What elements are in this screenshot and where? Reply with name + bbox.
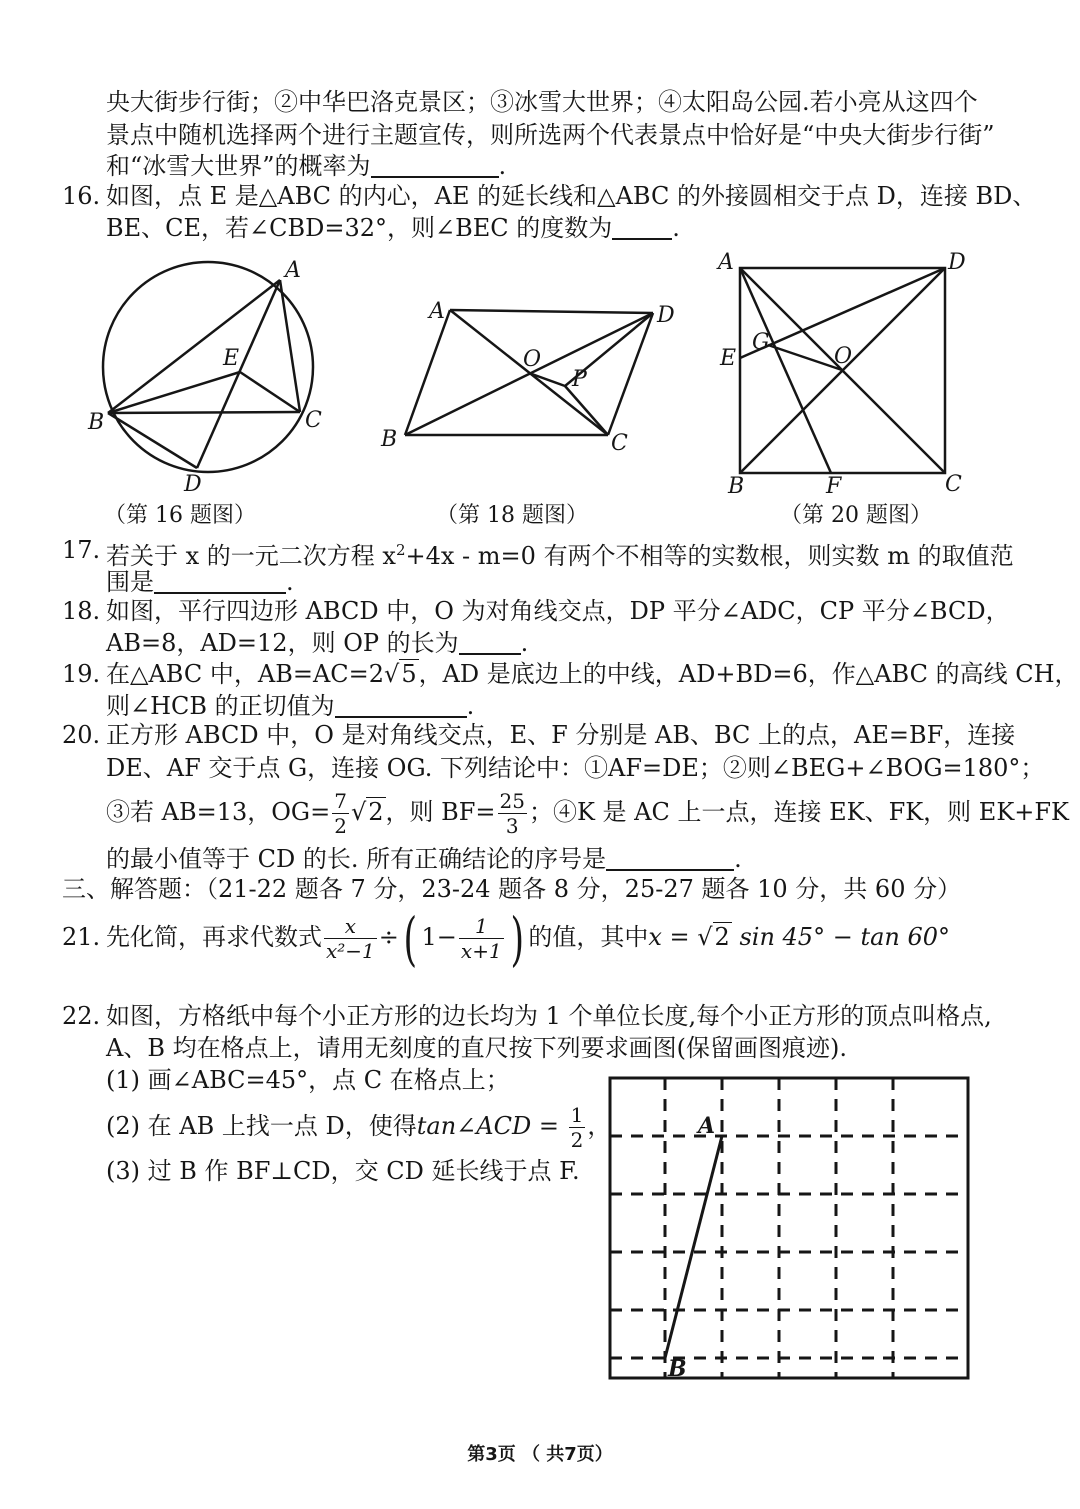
right-paren: ) xyxy=(510,904,524,973)
label-E: E xyxy=(223,346,240,371)
label-O: O xyxy=(523,347,542,372)
label-C: C xyxy=(611,431,628,456)
label-D: D xyxy=(948,250,966,275)
fraction-numerator: 1 xyxy=(459,916,504,939)
fraction-denominator: 2 xyxy=(334,814,347,838)
one-minus: 1− xyxy=(421,923,457,951)
q22-item1: (1) 画∠ABC=45°，点 C 在格点上； xyxy=(106,1066,510,1094)
q22-item2-text: (2) 在 AB 上找一点 D，使得 xyxy=(106,1112,417,1140)
q17-line2: 围是 . xyxy=(106,568,294,596)
q15-line3-text: 和“冰雪大世界”的概率为 xyxy=(106,152,371,180)
q17-number: 17. xyxy=(62,536,101,564)
fraction-numerator: 7 xyxy=(334,789,347,813)
q16-line2-text: BE、CE，若∠CBD=32°，则∠BEC 的度数为 xyxy=(106,214,613,242)
fraction-numerator: 25 xyxy=(499,789,525,813)
fraction-denominator: x+1 xyxy=(460,939,502,963)
q19-line2-text: 则∠HCB 的正切值为 xyxy=(106,692,335,720)
sqrt-sign: √ xyxy=(697,923,713,951)
fraction-seven-halves xyxy=(332,791,349,836)
q19-sqrt-value: 5 xyxy=(401,660,417,688)
caption-fig16: （第 16 题图） xyxy=(104,503,256,528)
fraction-denominator: 2 xyxy=(570,1128,584,1152)
section-3-heading: 三、解答题：（21-22 题各 7 分，23-24 题各 8 分，25-27 题各 10 分，共 60 分） xyxy=(62,875,962,903)
q22-equals: = xyxy=(531,1112,567,1140)
q20-text-b: ，则 BF= xyxy=(385,798,496,826)
q22-comma: ， xyxy=(587,1112,612,1140)
q19-number: 19. xyxy=(62,660,101,688)
segment-AB xyxy=(665,1136,722,1358)
label-C: C xyxy=(945,472,962,497)
q21-text-a: 先化简，再求代数式 xyxy=(106,923,322,951)
q22-number: 22. xyxy=(62,1002,101,1030)
q17-text-b: +4x - m=0 有两个不相等的实数根，则实数 m 的取值范 xyxy=(405,542,1014,570)
q20-text-c: ；④K 是 AC 上一点，连接 EK、FK，则 EK+FK xyxy=(529,798,1069,826)
q16-line1: 如图，点 E 是△ABC 的内心，AE 的延长线和△ABC 的外接圆相交于点 D，连接 BD、 xyxy=(106,182,1037,210)
q18-line2: AB=8，AD=12，则 OP 的长为 . xyxy=(106,629,529,657)
figure-20 xyxy=(710,245,975,500)
answer-blank xyxy=(606,845,734,871)
q22-item2 xyxy=(106,1104,611,1150)
q22-line2: A、B 均在格点上，请用无刻度的直尺按下列要求画图(保留画图痕迹). xyxy=(106,1034,847,1062)
q21-expression xyxy=(106,904,951,973)
q20-line4-text: 的最小值等于 CD 的长. 所有正确结论的序号是 xyxy=(106,845,607,873)
divide-sign: ÷ xyxy=(378,923,399,951)
fraction-25-thirds xyxy=(498,791,527,836)
q20-line2: DE、AF 交于点 G，连接 OG. 下列结论中：①AF=DE；②则∠BEG+∠BOG=180°； xyxy=(106,754,1045,782)
fraction-numerator: 1 xyxy=(570,1103,584,1127)
label-F: F xyxy=(826,474,842,499)
fraction-x-over-x2-minus-1 xyxy=(324,916,377,961)
q20-text-a: ③若 AB=13，OG= xyxy=(106,798,331,826)
q21-var-x: x xyxy=(648,923,662,951)
label-A: A xyxy=(718,250,734,275)
answer-blank xyxy=(335,692,467,718)
q21-equals: = xyxy=(661,923,698,951)
q15-line3: 和“冰雪大世界”的概率为 . xyxy=(106,152,507,180)
fraction-one-half xyxy=(569,1105,586,1150)
label-D: D xyxy=(184,472,202,495)
fraction-numerator: x xyxy=(324,916,377,939)
q19-line1 xyxy=(106,658,1079,690)
q18-line2-text: AB=8，AD=12，则 OP 的长为 xyxy=(106,629,459,657)
left-paren: ( xyxy=(403,904,418,973)
q21-sqrt-value: 2 xyxy=(714,923,730,951)
q19-text-a: 在△ABC 中，AB=AC=2 xyxy=(106,660,385,688)
label-C: C xyxy=(305,408,322,433)
label-A: A xyxy=(429,299,445,324)
q22-tan: tan∠ACD xyxy=(416,1112,532,1140)
label-E: E xyxy=(720,346,737,371)
q21-trig: sin 45° − tan 60° xyxy=(731,923,951,951)
answer-blank xyxy=(371,152,499,178)
grid-paper-figure xyxy=(600,1070,980,1390)
label-B: B xyxy=(728,474,745,499)
q16-number: 16. xyxy=(62,182,101,210)
q22-line1: 如图，方格纸中每个小正方形的边长均为 1 个单位长度,每个小正方形的顶点叫格点, xyxy=(106,1002,992,1030)
q21-number: 21. xyxy=(62,923,101,951)
page-footer: 第3页 （ 共7页） xyxy=(467,1444,613,1465)
q18-number: 18. xyxy=(62,597,101,625)
q20-line1: 正方形 ABCD 中，O 是对角线交点，E、F 分别是 AB、BC 上的点，AE=BF，连接 xyxy=(106,721,1016,749)
fraction-denominator: 3 xyxy=(505,814,519,838)
q17-exponent: 2 xyxy=(395,541,406,559)
label-B: B xyxy=(88,410,105,435)
label-D: D xyxy=(657,303,675,328)
label-A: A xyxy=(698,1113,716,1139)
sqrt-sign: √ xyxy=(384,660,400,688)
q20-number: 20. xyxy=(62,721,101,749)
sqrt-sign: √ xyxy=(350,798,367,826)
q18-line1: 如图，平行四边形 ABCD 中，O 为对角线交点，DP 平分∠ADC，CP 平分∠BCD， xyxy=(106,597,1010,625)
fraction-denominator: x²−1 xyxy=(326,939,375,963)
q15-line2: 景点中随机选择两个进行主题宣传，则所选两个代表景点中恰好是“中央大街步行街” xyxy=(106,121,995,149)
q20-sqrt-value: 2 xyxy=(368,798,384,826)
q15-line1: 央大街步行街；②中华巴洛克景区；③冰雪大世界；④太阳岛公园.若小亮从这四个 xyxy=(106,88,978,116)
q19-text-b: ，AD 是底边上的中线，AD+BD=6，作△ABC 的高线 CH， xyxy=(418,660,1079,688)
figure-18 xyxy=(375,290,685,460)
answer-blank xyxy=(154,568,286,594)
q17-text-a: 若关于 x 的一元二次方程 x xyxy=(106,542,396,570)
q20-line3 xyxy=(106,790,1069,836)
answer-blank xyxy=(459,629,521,655)
figure-16 xyxy=(80,255,350,495)
q19-line2: 则∠HCB 的正切值为 . xyxy=(106,692,475,720)
label-G: G xyxy=(752,330,770,355)
caption-fig18: （第 18 题图） xyxy=(436,503,588,528)
label-P: P xyxy=(572,367,587,392)
q16-line2: BE、CE，若∠CBD=32°，则∠BEC 的度数为 . xyxy=(106,214,680,242)
q21-text-b: 的值，其中 xyxy=(528,923,649,951)
label-B: B xyxy=(381,427,398,452)
q20-line4: 的最小值等于 CD 的长. 所有正确结论的序号是 . xyxy=(106,845,742,873)
q22-item3: (3) 过 B 作 BF⊥CD，交 CD 延长线于点 F. xyxy=(106,1157,580,1185)
label-B: B xyxy=(668,1356,687,1382)
answer-blank xyxy=(612,214,672,240)
fraction-1-over-x-plus-1 xyxy=(459,916,504,961)
label-A: A xyxy=(285,258,301,283)
caption-fig20: （第 20 题图） xyxy=(780,503,932,528)
q17-line2-text: 围是 xyxy=(106,568,154,596)
label-O: O xyxy=(834,344,853,369)
